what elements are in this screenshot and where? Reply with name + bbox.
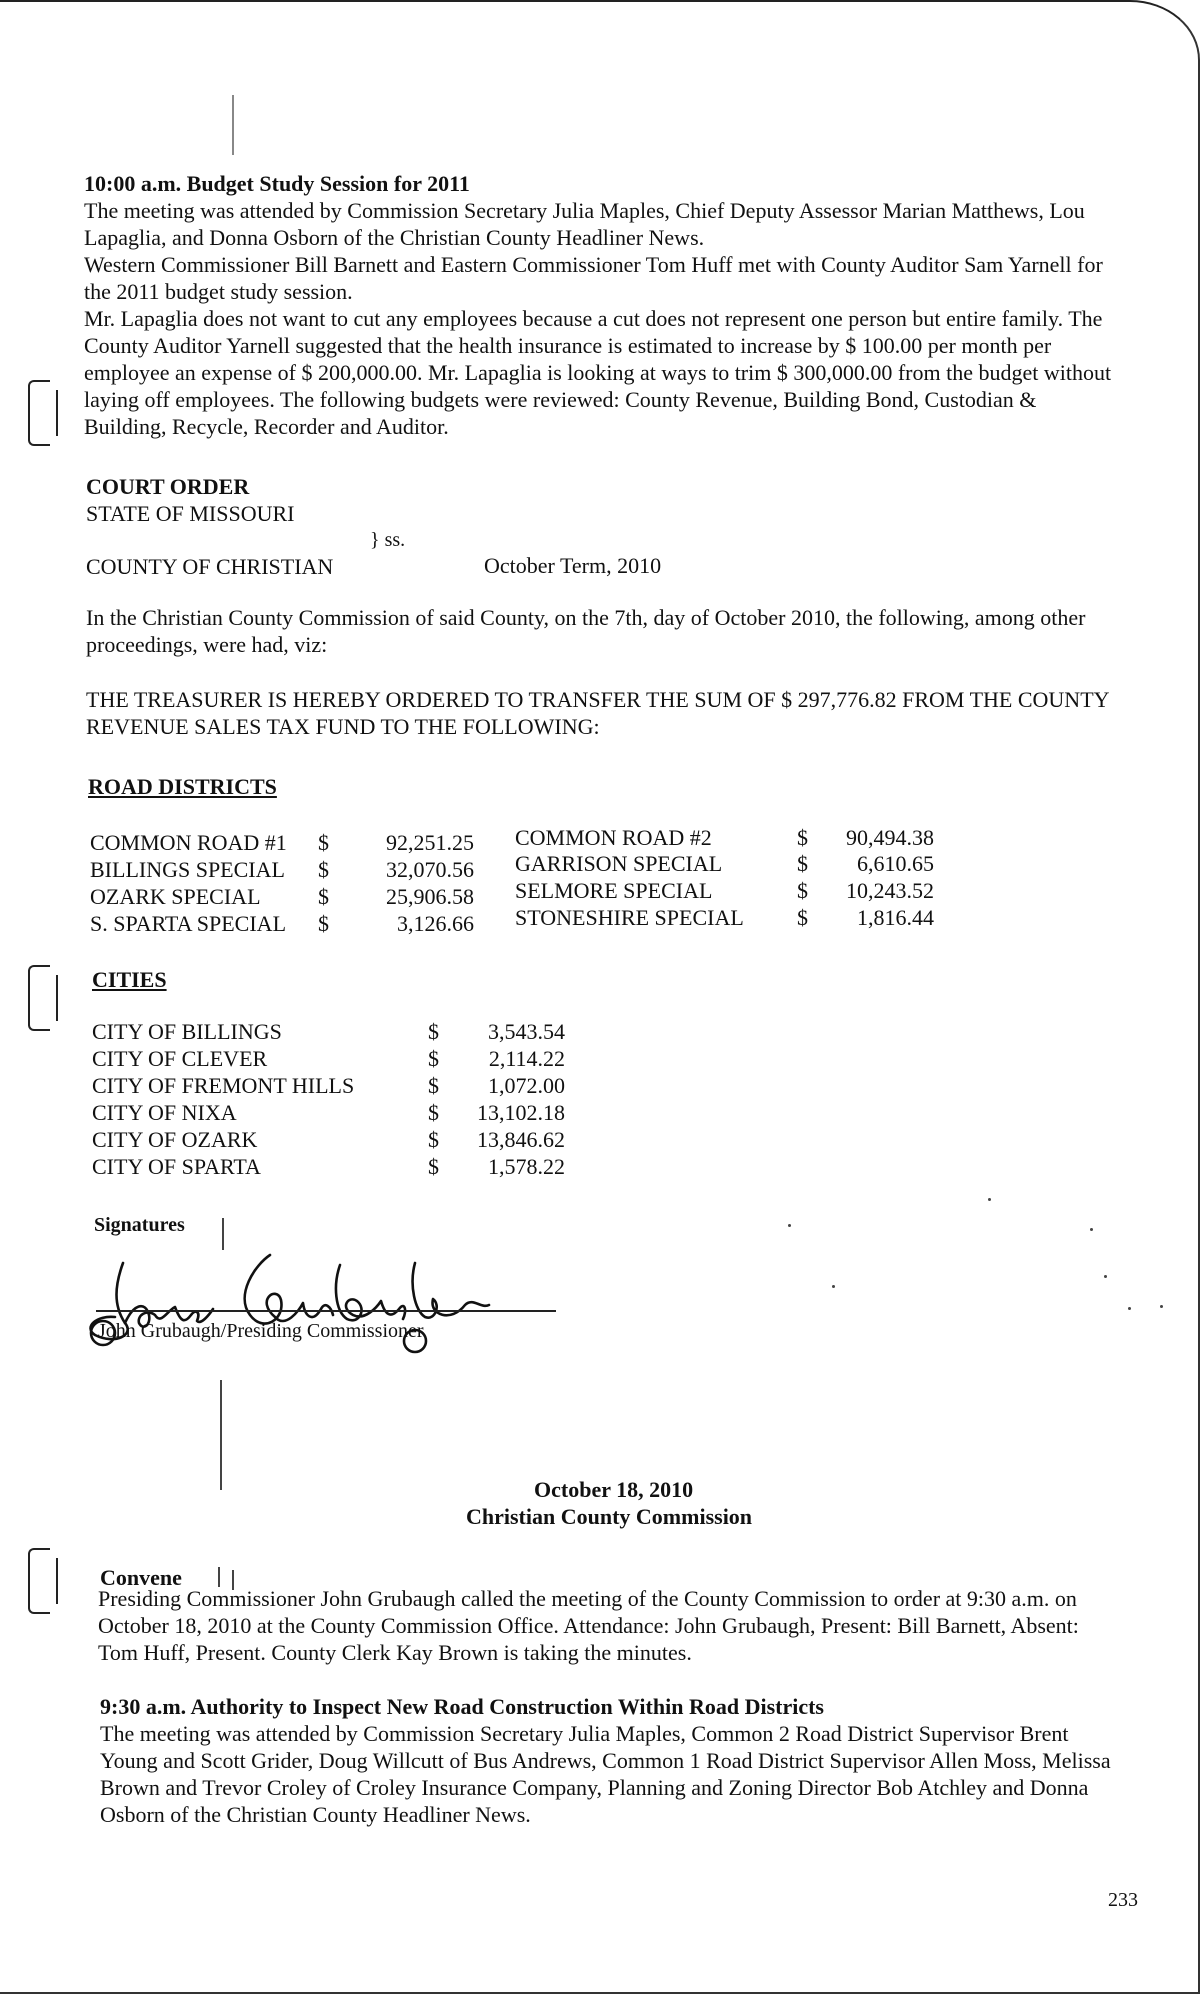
scan-dot: [832, 1285, 835, 1288]
road-left-name-0: COMMON ROAD #1: [90, 830, 287, 855]
city-name-5: CITY OF SPARTA: [92, 1154, 261, 1179]
road-left-cur-1: $: [318, 857, 329, 882]
scan-dot: [1104, 1275, 1107, 1278]
road-left-cur-2: $: [318, 884, 329, 909]
authority-heading: 9:30 a.m. Authority to Inspect New Road Construction Within Road Districts: [100, 1694, 824, 1719]
convene-heading: Convene: [100, 1565, 182, 1590]
scan-dot: [1160, 1305, 1163, 1308]
road-left-amount-3: 3,126.66: [397, 911, 474, 936]
city-cur-3: $: [428, 1100, 439, 1125]
county-line: COUNTY OF CHRISTIAN: [86, 554, 334, 579]
scan-dot: [1090, 1228, 1093, 1231]
road-right-cur-1: $: [797, 851, 808, 876]
road-right-cur-0: $: [797, 825, 808, 850]
signatures-heading: Signatures: [94, 1214, 185, 1236]
road-left-name-3: S. SPARTA SPECIAL: [90, 911, 287, 936]
scan-mark: [218, 1567, 220, 1587]
city-name-1: CITY OF CLEVER: [92, 1046, 268, 1071]
signature-line: [96, 1310, 556, 1312]
term-line: October Term, 2010: [484, 553, 662, 578]
scan-dot: [788, 1224, 791, 1227]
binder-bracket-1: [28, 380, 50, 446]
road-right-amount-1: 6,610.65: [857, 851, 934, 876]
meeting-body: Christian County Commission: [466, 1504, 753, 1529]
road-right-name-1: GARRISON SPECIAL: [515, 851, 723, 876]
city-amount-3: 13,102.18: [477, 1100, 565, 1125]
cities-heading: CITIES: [92, 967, 167, 992]
road-left-name-2: OZARK SPECIAL: [90, 884, 261, 909]
state-line: STATE OF MISSOURI: [86, 501, 295, 526]
city-amount-1: 2,114.22: [488, 1046, 565, 1071]
scan-mark: [220, 1380, 222, 1490]
meeting-date: October 18, 2010: [534, 1477, 694, 1502]
city-cur-0: $: [428, 1019, 439, 1044]
road-left-amount-1: 32,070.56: [386, 857, 474, 882]
road-left-cur-0: $: [318, 830, 329, 855]
city-cur-4: $: [428, 1127, 439, 1152]
city-amount-2: 1,072.00: [488, 1073, 565, 1098]
court-order-heading: COURT ORDER: [86, 474, 250, 499]
budget-paragraph-2: Western Commissioner Bill Barnett and Eastern Commissioner Tom Huff met with County Auditor Sam Yarnell for the 2011 budget study session.: [84, 252, 1103, 304]
road-right-cur-2: $: [797, 878, 808, 903]
city-amount-0: 3,543.54: [488, 1019, 565, 1044]
road-left-cur-3: $: [318, 911, 329, 936]
road-right-amount-2: 10,243.52: [846, 878, 934, 903]
transfer-order: THE TREASURER IS HEREBY ORDERED TO TRANSFER THE SUM OF $ 297,776.82 FROM THE COUNTY REVENUE SALES TAX FUND TO THE FOLLOWING:: [86, 687, 1109, 739]
city-amount-5: 1,578.22: [488, 1154, 565, 1179]
scan-mark: [232, 95, 234, 155]
budget-heading: 10:00 a.m. Budget Study Session for 2011: [84, 171, 470, 196]
road-left-name-1: BILLINGS SPECIAL: [90, 857, 285, 882]
city-name-4: CITY OF OZARK: [92, 1127, 258, 1152]
road-right-name-3: STONESHIRE SPECIAL: [515, 905, 744, 930]
road-left-amount-0: 92,251.25: [386, 830, 474, 855]
city-name-3: CITY OF NIXA: [92, 1100, 237, 1125]
scan-dot: [1128, 1307, 1131, 1310]
city-cur-1: $: [428, 1046, 439, 1071]
page-number: 233: [1108, 1889, 1138, 1911]
road-right-cur-3: $: [797, 905, 808, 930]
authority-text: The meeting was attended by Commission Secretary Julia Maples, Common 2 Road District Supervisor Brent Young and Scott Grider, Doug Willcutt of Bus Andrews, Common 1 Road District Supervisor Allen Moss, Melissa Brown and Trevor Croley of Croley Insurance Company, Planning and Zoning Director Bob Atchley and Donna Osborn of the Christian County Headliner News.: [100, 1721, 1111, 1827]
road-districts-heading: ROAD DISTRICTS: [88, 774, 277, 799]
road-right-amount-3: 1,816.44: [857, 905, 934, 930]
city-cur-5: $: [428, 1154, 439, 1179]
city-cur-2: $: [428, 1073, 439, 1098]
ss-mark: } ss.: [370, 529, 406, 551]
road-right-name-0: COMMON ROAD #2: [515, 825, 712, 850]
road-right-amount-0: 90,494.38: [846, 825, 934, 850]
binder-bracket-2: [28, 965, 50, 1031]
binder-bracket-3: [28, 1548, 50, 1614]
road-left-amount-2: 25,906.58: [386, 884, 474, 909]
city-name-2: CITY OF FREMONT HILLS: [92, 1073, 355, 1098]
budget-paragraph-1: The meeting was attended by Commission Secretary Julia Maples, Chief Deputy Assessor Marian Matthews, Lou Lapaglia, and Donna Osborn of the Christian County Headliner News.: [84, 198, 1085, 250]
city-amount-4: 13,846.62: [477, 1127, 565, 1152]
budget-paragraph-3: Mr. Lapaglia does not want to cut any employees because a cut does not represent one person but entire family. The County Auditor Yarnell suggested that the health insurance is estimated to increase by $ 100.00 per month per employee an expense of $ 200,000.00. Mr. Lapaglia is looking at ways to trim $ 300,000.00 from the budget without laying off employees. The following budgets were reviewed: County Revenue, Building Bond, Custodian & Building, Recycle, Recorder and Auditor.: [84, 306, 1112, 439]
scan-dot: [988, 1198, 991, 1201]
road-right-name-2: SELMORE SPECIAL: [515, 878, 713, 903]
signer-name: John Grubaugh/Presiding Commissioner: [98, 1320, 424, 1342]
city-name-0: CITY OF BILLINGS: [92, 1019, 282, 1044]
convene-text: Presiding Commissioner John Grubaugh called the meeting of the County Commission to order at 9:30 a.m. on October 18, 2010 at the County Commission Office. Attendance: John Grubaugh, Present: Bill Barnett, Absent: Tom Huff, Present. County Clerk Kay Brown is taking the minutes.: [98, 1586, 1079, 1665]
scan-mark: [222, 1218, 224, 1242]
proceedings-text: In the Christian County Commission of said County, on the 7th, day of October 2010, the following, among other proceedings, were had, viz:: [86, 605, 1086, 657]
